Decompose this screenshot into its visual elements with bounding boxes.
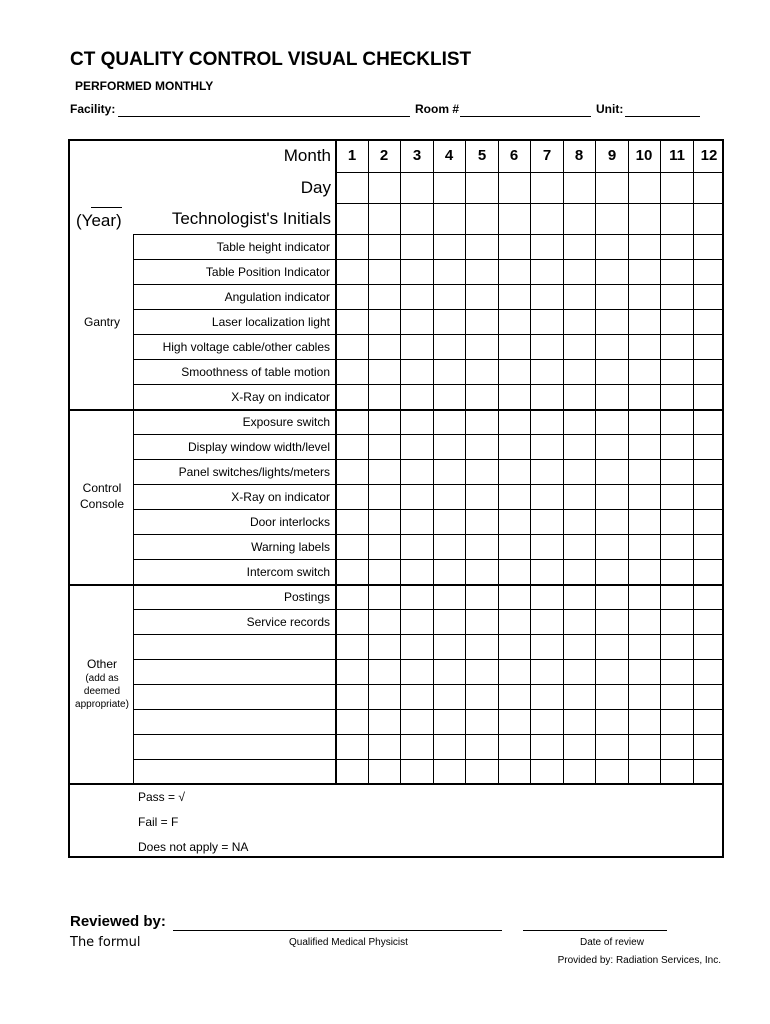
room-field[interactable]: [460, 116, 591, 117]
month-2: 2: [379, 147, 389, 164]
col-line: [498, 141, 499, 784]
legend-fail: Fail = F: [138, 815, 179, 829]
physicist-label: Qualified Medical Physicist: [289, 937, 408, 948]
month-1: 1: [347, 147, 357, 164]
room-label: Room #: [415, 102, 460, 116]
item-label: Panel switches/lights/meters: [178, 465, 330, 479]
section-line: [70, 409, 724, 411]
month-label: Month: [283, 146, 331, 165]
row-line: [133, 384, 724, 385]
group-gantry: Gantry: [83, 315, 120, 329]
page-title: CT QUALITY CONTROL VISUAL CHECKLIST: [70, 49, 472, 70]
month-8: 8: [574, 147, 584, 164]
item-label: Service records: [246, 615, 330, 629]
item-label: Angulation indicator: [224, 290, 330, 304]
facility-label: Facility:: [70, 102, 116, 116]
section-line: [70, 783, 724, 785]
month-3: 3: [412, 147, 422, 164]
year-field[interactable]: [91, 207, 122, 208]
col-line: [693, 141, 694, 784]
legend-pass: Pass = √: [138, 790, 185, 804]
review-date-field[interactable]: [523, 930, 667, 931]
group-control-line1: Control: [82, 481, 122, 495]
facility-field[interactable]: [118, 116, 410, 117]
col-line: [433, 141, 434, 784]
row-line: [133, 359, 724, 360]
item-label: Display window width/level: [187, 440, 330, 454]
row-line: [133, 459, 724, 460]
provided-by: Provided by: Radiation Services, Inc.: [557, 955, 721, 966]
col-line: [368, 141, 369, 784]
group-other-note: appropriate): [75, 699, 129, 710]
row-line: [133, 734, 724, 735]
item-label: Laser localization light: [211, 315, 330, 329]
label-divider: [335, 141, 337, 784]
row-line: [133, 284, 724, 285]
unit-field[interactable]: [625, 116, 700, 117]
page-subtitle: PERFORMED MONTHLY: [75, 79, 214, 93]
month-6: 6: [509, 147, 519, 164]
item-label: Exposure switch: [242, 415, 330, 429]
month-11: 11: [669, 147, 685, 164]
date-label: Date of review: [580, 937, 644, 948]
col-line: [595, 141, 596, 784]
col-line: [628, 141, 629, 784]
row-line: [133, 609, 724, 610]
physicist-signature-field[interactable]: [173, 930, 502, 931]
checklist-table: [68, 139, 724, 858]
item-label: High voltage cable/other cables: [162, 340, 330, 354]
year-label: (Year): [76, 211, 122, 230]
row-line: [133, 309, 724, 310]
group-control-line2: Console: [79, 497, 125, 511]
month-4: 4: [444, 147, 454, 164]
row-line: [133, 334, 724, 335]
item-label: Warning labels: [251, 540, 330, 554]
day-label: Day: [300, 178, 331, 197]
item-label: Smoothness of table motion: [181, 365, 330, 379]
month-5: 5: [477, 147, 487, 164]
unit-label: Unit:: [596, 102, 624, 116]
row-line: [133, 634, 724, 635]
item-label: Door interlocks: [249, 515, 330, 529]
row-line: [133, 484, 724, 485]
col-line: [660, 141, 661, 784]
section-line: [70, 584, 724, 586]
group-other: Other: [86, 657, 117, 671]
row-line: [133, 659, 724, 660]
row-line: [133, 534, 724, 535]
item-label: Table Position Indicator: [205, 265, 330, 279]
row-line: [133, 234, 724, 235]
row-line: [335, 203, 724, 204]
row-line: [335, 172, 724, 173]
col-line: [563, 141, 564, 784]
col-line: [530, 141, 531, 784]
month-7: 7: [542, 147, 552, 164]
month-10: 10: [635, 147, 653, 164]
col-line: [400, 141, 401, 784]
row-line: [133, 434, 724, 435]
row-line: [133, 684, 724, 685]
item-label: Postings: [283, 590, 330, 604]
initials-label: Technologist's Initials: [171, 209, 331, 228]
row-line: [133, 559, 724, 560]
col-line: [465, 141, 466, 784]
partial-text: The formul: [70, 935, 141, 950]
month-12: 12: [700, 147, 718, 164]
row-line: [133, 759, 724, 760]
reviewed-by-label: Reviewed by:: [70, 913, 166, 930]
item-label: Table height indicator: [216, 240, 330, 254]
row-line: [133, 259, 724, 260]
month-9: 9: [607, 147, 617, 164]
item-label: X-Ray on indicator: [231, 490, 330, 504]
group-other-note: deemed: [83, 686, 121, 697]
legend-na: Does not apply = NA: [138, 840, 249, 854]
item-label: X-Ray on indicator: [231, 390, 330, 404]
row-line: [133, 509, 724, 510]
row-line: [133, 709, 724, 710]
item-label: Intercom switch: [246, 565, 330, 579]
group-other-note: (add as: [85, 673, 119, 684]
